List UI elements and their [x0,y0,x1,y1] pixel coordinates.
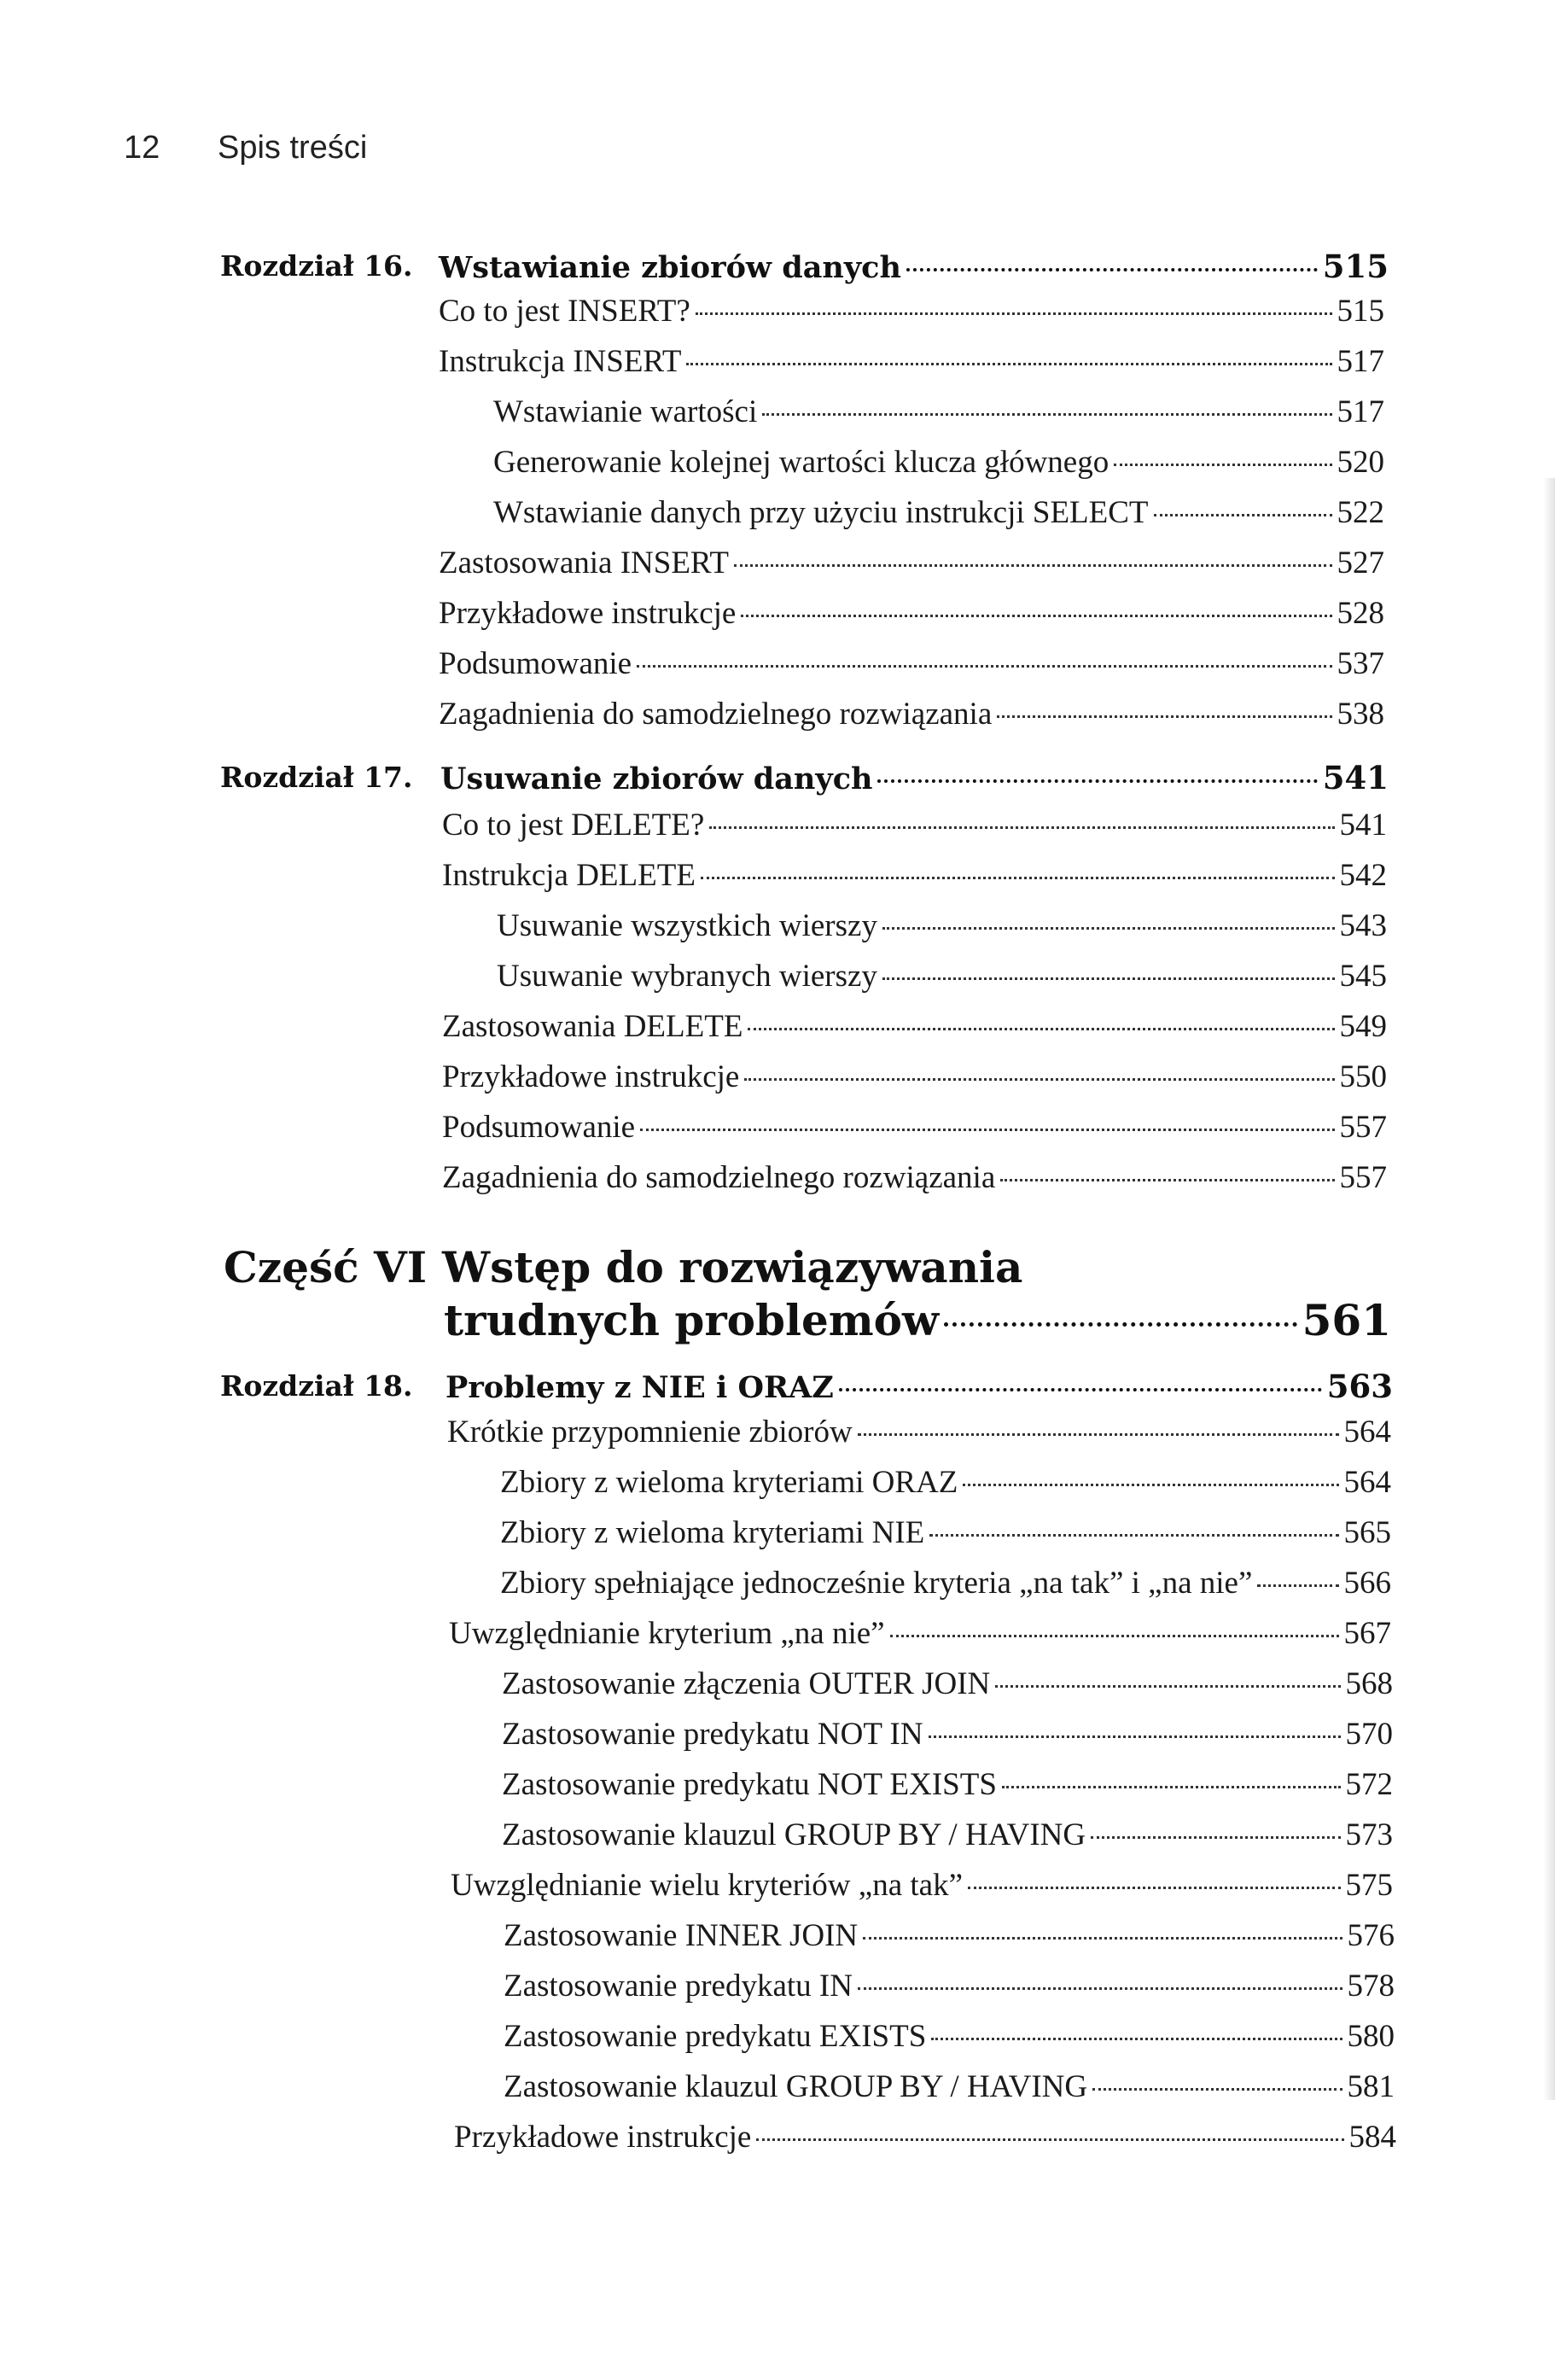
toc-subentry[interactable]: Zbiory z wieloma kryteriami NIE 565 [500,1515,1391,1550]
toc-entry[interactable]: Zagadnienia do samodzielnego rozwiązania 538 [439,697,1384,732]
part-6-label: Część VI [224,1242,428,1292]
toc-subentry[interactable]: Usuwanie wszystkich wierszy 543 [497,908,1387,943]
chapter-17-label: Rozdział 17. [220,761,413,794]
toc-entry[interactable]: Podsumowanie 537 [439,646,1384,681]
toc-entry[interactable]: Krótkie przypomnienie zbiorów 564 [447,1415,1391,1450]
toc-entry[interactable]: Uwzględnianie kryterium „na nie” 567 [449,1616,1391,1651]
toc-subentry[interactable]: Zastosowanie predykatu EXISTS 580 [504,2019,1395,2054]
toc-entry[interactable]: Co to jest INSERT? 515 [439,294,1384,329]
toc-subentry[interactable]: Zbiory z wieloma kryteriami ORAZ 564 [500,1465,1391,1500]
toc-entry[interactable]: Przykładowe instrukcje 528 [439,596,1384,631]
toc-entry[interactable]: Podsumowanie 557 [442,1110,1387,1145]
toc-subentry[interactable]: Zastosowanie INNER JOIN 576 [504,1918,1395,1953]
toc-entry[interactable]: Uwzględnianie wielu kryteriów „na tak” 575 [451,1868,1393,1903]
toc-entry[interactable]: Zastosowania DELETE 549 [442,1009,1387,1044]
chapter-17-page: 541 [1322,759,1389,796]
toc-entry[interactable]: Przykładowe instrukcje 584 [454,2120,1396,2155]
dot-leader [944,1322,1297,1327]
toc-entry[interactable]: Instrukcja INSERT 517 [439,344,1384,379]
toc-subentry[interactable]: Zastosowanie predykatu NOT EXISTS 572 [502,1767,1393,1802]
toc-entry[interactable]: Co to jest DELETE? 541 [442,808,1387,843]
toc-subentry[interactable]: Zastosowanie złączenia OUTER JOIN 568 [502,1666,1393,1701]
toc-subentry[interactable]: Wstawianie wartości 517 [493,394,1384,429]
dot-leader [839,1388,1322,1391]
dot-leader [906,268,1318,271]
running-title: Spis treści [218,130,368,166]
part-6-title-line2: trudnych problemów [444,1295,940,1345]
chapter-16-label: Rozdział 16. [220,249,413,283]
chapter-17-heading[interactable] [440,759,1389,796]
chapter-18-title: Problemy z NIE i ORAZ [446,1370,834,1405]
chapter-18-label: Rozdział 18. [220,1369,413,1403]
chapter-16-page: 515 [1322,248,1389,285]
part-6-heading[interactable] [444,1295,1391,1345]
toc-subentry[interactable]: Usuwanie wybranych wierszy 545 [497,959,1387,994]
toc-entry[interactable]: Instrukcja DELETE 542 [442,858,1387,893]
part-6-title-line1: Wstęp do rozwiązywania [442,1242,1023,1292]
toc-subentry[interactable]: Zastosowanie predykatu IN 578 [504,1969,1395,2004]
toc-entry[interactable]: Zagadnienia do samodzielnego rozwiązania 557 [442,1160,1387,1195]
toc-subentry[interactable]: Zastosowanie predykatu NOT IN 570 [502,1717,1393,1752]
chapter-17-title: Usuwanie zbiorów danych [440,761,873,796]
toc-subentry[interactable]: Wstawianie danych przy użyciu instrukcji SELECT 522 [493,495,1384,530]
toc-subentry[interactable]: Generowanie kolejnej wartości klucza głównego 520 [493,445,1384,480]
scan-edge-shadow [1543,478,1555,2100]
chapter-18-page: 563 [1326,1368,1393,1405]
toc-subentry[interactable]: Zbiory spełniające jednocześnie kryteria „na tak” i „na nie” 566 [500,1566,1391,1601]
dot-leader [877,779,1317,783]
part-6-page: 561 [1302,1295,1391,1345]
toc-subentry[interactable]: Zastosowanie klauzul GROUP BY / HAVING 581 [504,2069,1395,2104]
chapter-16-heading[interactable] [439,248,1389,285]
toc-entry[interactable]: Zastosowania INSERT 527 [439,545,1384,580]
toc-subentry[interactable]: Zastosowanie klauzul GROUP BY / HAVING 573 [502,1817,1393,1852]
page-number: 12 [124,130,160,166]
chapter-18-heading[interactable] [446,1368,1393,1405]
toc-entry[interactable]: Przykładowe instrukcje 550 [442,1059,1387,1094]
chapter-16-title: Wstawianie zbiorów danych [439,250,901,285]
